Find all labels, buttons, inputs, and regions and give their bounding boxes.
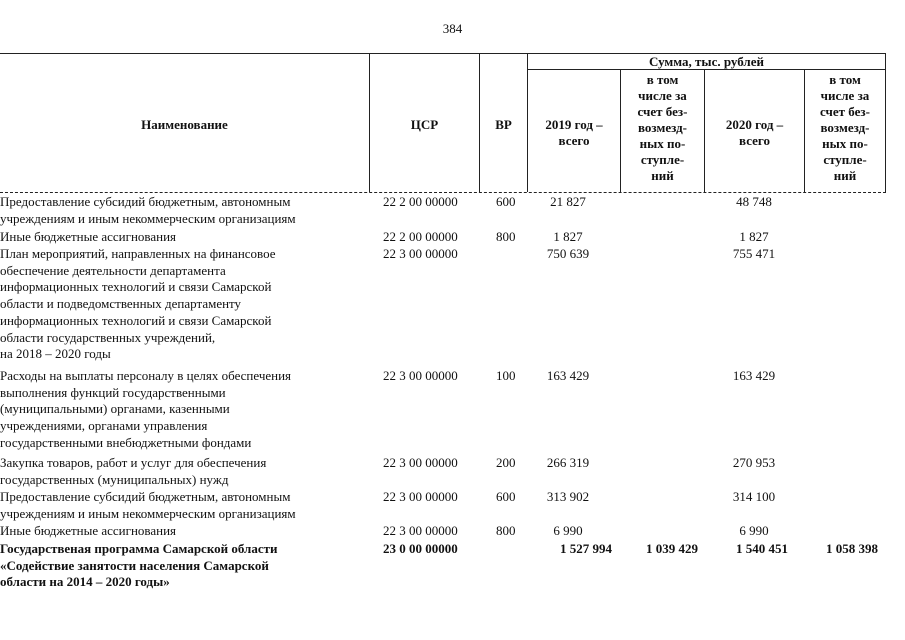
row-name: Закупка товаров, работ и услуг для обеспечения государственных (муниципальных) нужд: [0, 455, 267, 487]
row-2020-total: 48 748: [736, 194, 772, 209]
row-2020-total: 1 540 451: [736, 541, 788, 556]
row-2020-total: 163 429: [732, 368, 776, 383]
header-bottom-rule: [0, 192, 886, 193]
row-2020-total: 6 990: [739, 523, 769, 538]
header-2020-total: 2020 год – всего: [725, 117, 784, 148]
row-2019-total: 6 990: [553, 523, 583, 538]
header-2020-incl: в том числе за счет без- возмезд- ных по- ступле- ний: [820, 72, 870, 183]
row-2019-total: 266 319: [546, 455, 590, 470]
header-2019-total: 2019 год – всего: [545, 117, 603, 148]
header-sum-group: Сумма, тыс. рублей: [649, 54, 764, 69]
row-name: Предоставление субсидий бюджетным, автономным учреждениям и иным некоммерческим организациям: [0, 194, 296, 226]
row-2020-total: 1 827: [739, 229, 769, 244]
row-csr: 22 3 00 00000: [383, 523, 458, 538]
row-vr: 600: [496, 489, 516, 504]
row-2020-total: 314 100: [732, 489, 776, 504]
row-csr: 22 3 00 00000: [383, 489, 458, 504]
row-2020-total: 270 953: [732, 455, 776, 470]
row-vr: 800: [496, 229, 516, 244]
row-2020-total: 755 471: [732, 246, 776, 261]
row-2019-free: 1 039 429: [646, 541, 698, 556]
row-name: Расходы на выплаты персоналу в целях обеспечения выполнения функций государственными (муниципальными) органами, казенными учреждениями, органами управления государственными внебюджетными фондами: [0, 368, 292, 450]
header-csr: ЦСР: [410, 117, 439, 132]
row-2019-total: 163 429: [546, 368, 590, 383]
row-name: Иные бюджетные ассигнования: [0, 523, 177, 538]
row-name: Предоставление субсидий бюджетным, автономным учреждениям и иным некоммерческим организациям: [0, 489, 296, 521]
row-vr: 200: [496, 455, 516, 470]
col-divider: [885, 53, 886, 192]
row-2019-total: 313 902: [546, 489, 590, 504]
row-csr: 22 2 00 00000: [383, 229, 458, 244]
row-csr: 22 3 00 00000: [383, 246, 458, 261]
page-number: 384: [442, 21, 463, 36]
row-csr: 22 3 00 00000: [383, 455, 458, 470]
row-name: Государственая программа Самарской области «Содействие занятости населения Самарской области на 2014 – 2020 годы»: [0, 541, 278, 590]
row-vr: 800: [496, 523, 516, 538]
row-csr: 22 2 00 00000: [383, 194, 458, 209]
header-name: Наименование: [141, 117, 228, 132]
row-vr: 600: [496, 194, 516, 209]
row-vr: 100: [496, 368, 516, 383]
row-2019-total: 1 827: [553, 229, 583, 244]
row-name: План мероприятий, направленных на финансовое обеспечение деятельности департамента информационных технологий и связи Самарской области и подведомственных департаменту информационных технологий и связи Самарской области государственных учреждений, на 2018 – 2020 годы: [0, 246, 276, 362]
row-csr: 22 3 00 00000: [383, 368, 458, 383]
row-name: Иные бюджетные ассигнования: [0, 229, 177, 244]
row-2020-free: 1 058 398: [826, 541, 878, 556]
header-vr: ВР: [495, 117, 512, 132]
row-csr: 23 0 00 00000: [383, 541, 458, 556]
row-2019-total: 750 639: [546, 246, 590, 261]
row-2019-total: 1 527 994: [560, 541, 612, 556]
row-2019-total: 21 827: [550, 194, 586, 209]
header-2019-incl: в том числе за счет без- возмезд- ных по- ступле- ний: [637, 72, 688, 183]
